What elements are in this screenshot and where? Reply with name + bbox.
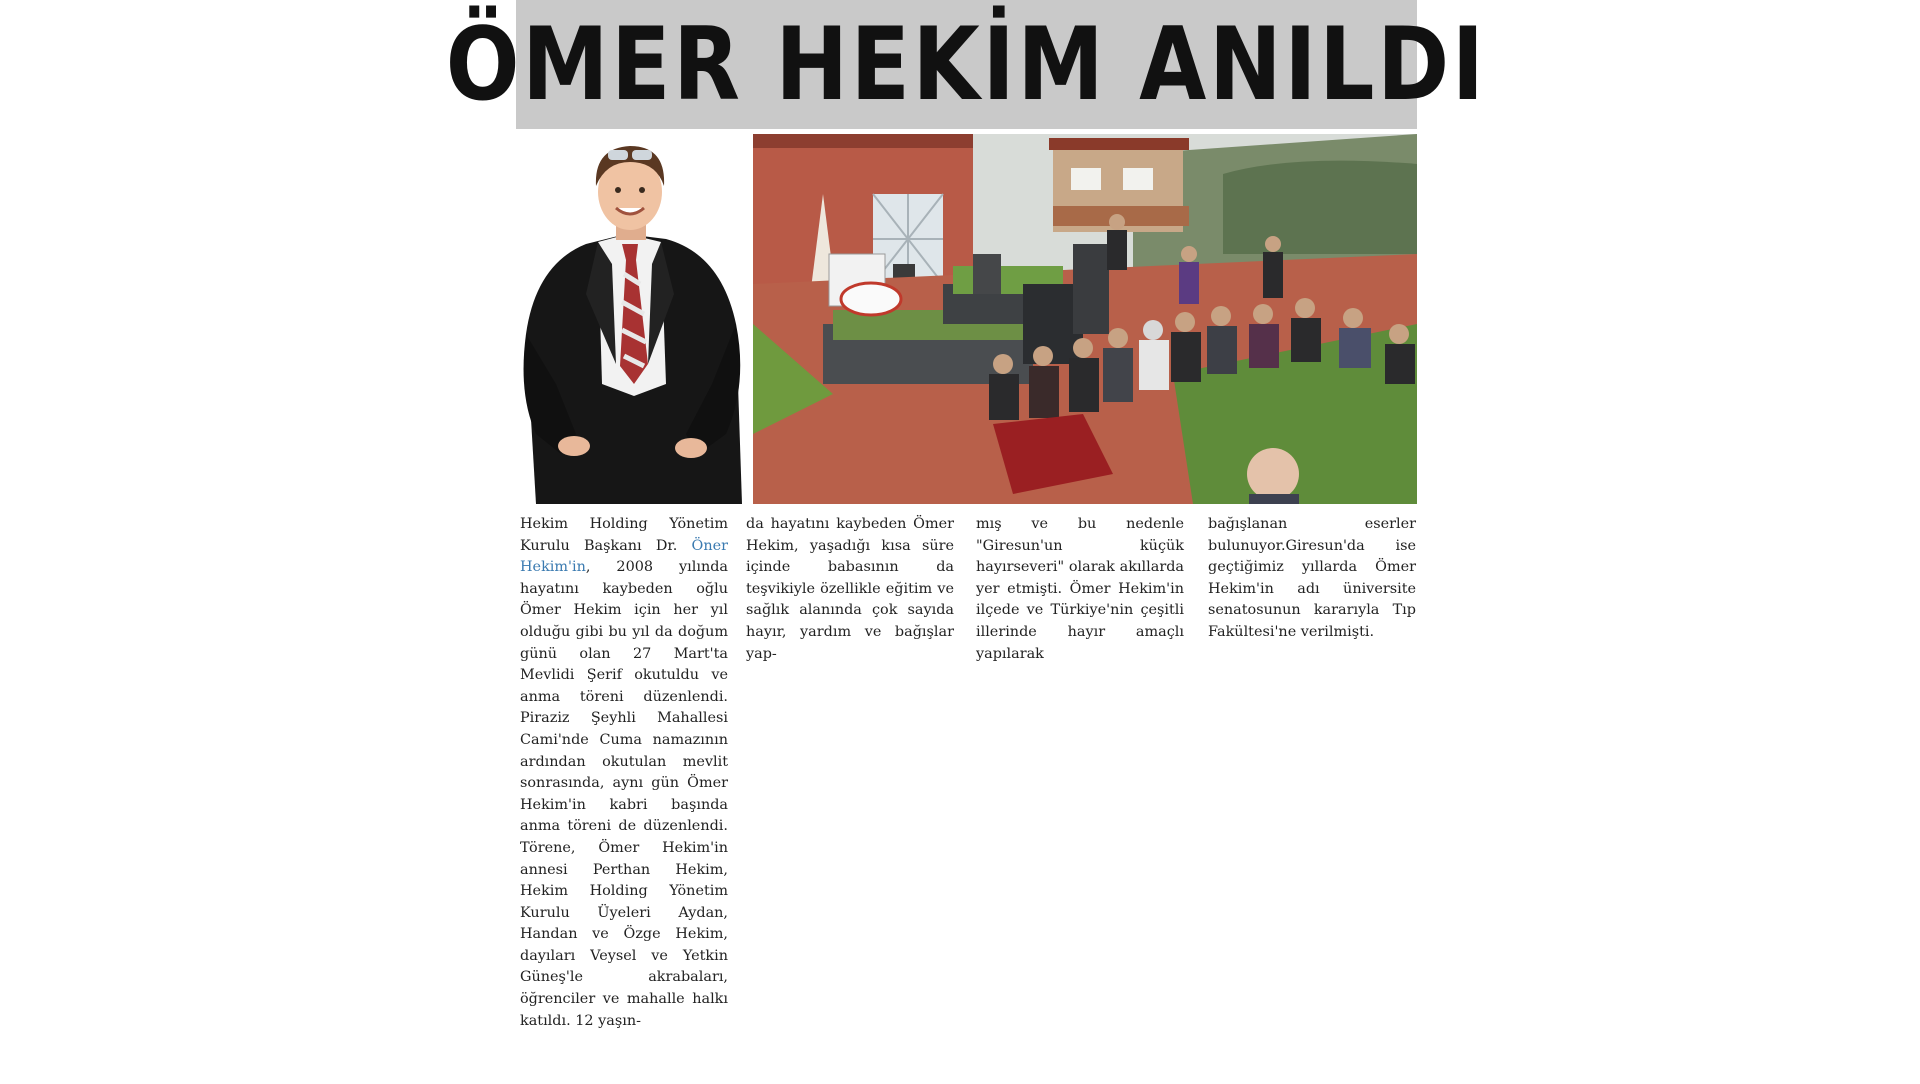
headline-band — [446, 0, 1487, 129]
article-col2-text: da hayatını kaybeden Ömer Hekim, yaşadığı kısa süre içinde babasının da teşvikiyle özellikle eğitim ve sağlık alanında çok sayıda hayır, yardım ve bağışlar yap- — [746, 516, 954, 662]
article-column-3 — [976, 514, 1184, 665]
article-column-1 — [520, 514, 728, 1084]
article-col1-body: , 2008 yılında hayatını kaybeden oğlu Ömer Hekim için her yıl olduğu gibi bu yıl da doğum günü olan 27 Mart'ta Mevlidi Şerif okutuldu ve anma töreni düzenlendi. Piraziz Şeyhli Mahallesi Cami'nde Cuma namazının ardından okutulan mevlit sonrasında, aynı gün Ömer Hekim'in kabri başında anma töreni de düzenlendi. Törene, Ömer Hekim'in annesi Perthan Hekim, Hekim Holding Yönetim Kurulu Üyeleri Aydan, Handan ve Özge Hekim, dayıları Veysel ve Yetkin Güneş'le akrabaları, öğrenciler ve mahalle halkı katıldı. 12 yaşın- — [520, 559, 728, 1029]
ceremony-photo — [753, 134, 1417, 504]
portrait-photo — [516, 134, 750, 504]
article-column-4 — [1208, 514, 1416, 644]
article-col1-intro: Hekim Holding Yönetim Kurulu Başkanı Dr. — [520, 516, 728, 554]
headline: ÖMER HEKİM ANILDI — [446, 5, 1487, 123]
article-col3-text: mış ve bu nedenle "Giresun'un küçük hayırseveri" olarak akıllarda yer etmişti. Ömer Hekim'in ilçede ve Türkiye'nin çeşitli illerinde hayır amaçlı yapılarak — [976, 516, 1184, 662]
article-col4-text: bağışlanan eserler bulunuyor.Giresun'da ise geçtiğimiz yıllarda Ömer Hekim'in adı üniversite senatosunun kararıyla Tıp Fakültesi'ne verilmişti. — [1208, 516, 1416, 640]
article-column-2 — [746, 514, 954, 665]
person-name-highlight: Öner Hekim'in — [520, 537, 728, 576]
newspaper-clipping — [446, 0, 1487, 1080]
